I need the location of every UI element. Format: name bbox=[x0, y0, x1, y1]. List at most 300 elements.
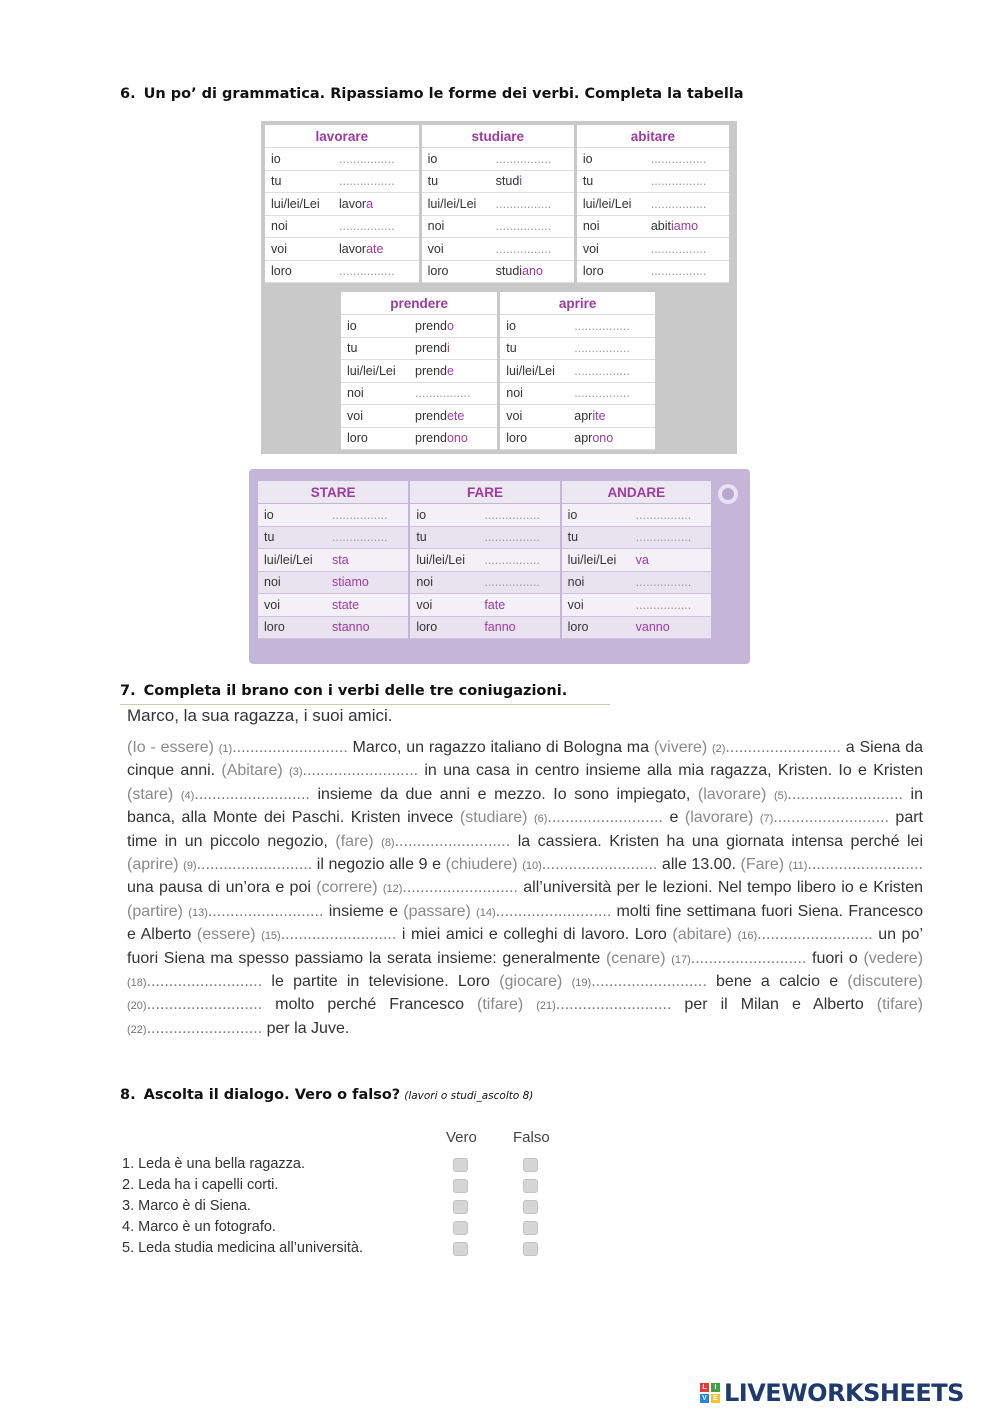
answer-gap[interactable]: .......................... bbox=[555, 996, 672, 1014]
conjugation-cell[interactable] bbox=[409, 504, 560, 527]
gap-number: (19) bbox=[571, 977, 592, 990]
pronoun: voi bbox=[264, 597, 280, 612]
answer-blank[interactable]: ................ bbox=[574, 341, 630, 356]
verb-stem: abit bbox=[650, 219, 671, 234]
pronoun: noi bbox=[506, 386, 523, 401]
verb-prompt: (aprire) bbox=[127, 856, 179, 874]
answer-gap[interactable]: .......................... bbox=[787, 785, 903, 803]
conjugation-cell[interactable] bbox=[575, 260, 730, 283]
conjugation-row bbox=[258, 549, 712, 572]
verb-stem: apr bbox=[574, 408, 593, 423]
answer-blank[interactable]: ................ bbox=[339, 264, 395, 279]
gap-number: (10) bbox=[522, 860, 542, 873]
answer-gap[interactable]: .......................... bbox=[773, 809, 889, 827]
verb-prompt: (abitare) bbox=[672, 926, 732, 944]
answer-blank[interactable]: ................ bbox=[574, 318, 630, 333]
gap-number: (15) bbox=[261, 930, 281, 943]
conjugation-cell[interactable] bbox=[561, 594, 712, 617]
answer-gap[interactable]: .......................... bbox=[207, 902, 324, 920]
verb-column-header: ANDARE bbox=[561, 481, 712, 504]
verb-stem: prend bbox=[415, 363, 447, 378]
answer-gap[interactable]: .......................... bbox=[547, 809, 663, 827]
pronoun: tu bbox=[416, 530, 427, 545]
verb-ending: ate bbox=[366, 241, 384, 256]
verb-stem: stud bbox=[495, 174, 520, 189]
verb-column-header: studiare bbox=[420, 125, 575, 148]
answer-gap[interactable]: .......................... bbox=[302, 762, 419, 780]
gap-number: (22) bbox=[127, 1023, 147, 1036]
false-checkbox[interactable] bbox=[523, 1158, 538, 1172]
verb-ending: ono bbox=[592, 431, 614, 446]
pronoun: tu bbox=[347, 341, 358, 356]
answer-blank[interactable]: ................ bbox=[484, 552, 540, 567]
conjugation-row bbox=[258, 526, 712, 549]
verb-column-header: STARE bbox=[258, 481, 409, 504]
pronoun: lui/lei/Lei bbox=[271, 196, 320, 211]
answer-gap[interactable]: .......................... bbox=[591, 973, 707, 991]
gap-number: (2) bbox=[711, 743, 726, 755]
gap-number: (12) bbox=[382, 883, 403, 896]
answer-gap[interactable]: .......................... bbox=[194, 785, 310, 803]
answer-blank[interactable]: ................ bbox=[332, 530, 388, 545]
answer-gap[interactable]: .......................... bbox=[394, 832, 511, 850]
gap-number: (17) bbox=[671, 953, 691, 966]
conjugation-cell[interactable] bbox=[499, 360, 657, 383]
pronoun: io bbox=[271, 151, 281, 166]
passage-text: in banca, alla Monte dei Paschi. Kristen invece bbox=[127, 785, 924, 827]
pronoun: tu bbox=[567, 530, 579, 545]
verb-prompt: (vedere) bbox=[863, 949, 924, 967]
statement-item: 1. Leda è una bella ragazza. bbox=[122, 1156, 305, 1172]
conjugation-cell[interactable] bbox=[265, 170, 420, 193]
answer-gap[interactable]: .......................... bbox=[690, 949, 807, 967]
conjugation-cell bbox=[341, 337, 499, 360]
answer-blank[interactable]: ................ bbox=[650, 196, 707, 211]
verb-stem: lavor bbox=[339, 241, 367, 256]
answer-blank[interactable]: ................ bbox=[574, 386, 630, 401]
passage-text: insieme e bbox=[323, 902, 404, 920]
false-checkbox[interactable] bbox=[523, 1221, 538, 1235]
gap-number: (13) bbox=[188, 906, 208, 919]
verb-prompt: (stare) bbox=[127, 785, 174, 803]
passage-text: per la Juve. bbox=[262, 1019, 350, 1037]
logo-letter: I bbox=[711, 1383, 720, 1392]
answer-gap[interactable]: .......................... bbox=[541, 856, 658, 874]
answer-gap[interactable]: .......................... bbox=[402, 879, 518, 897]
logo-mark-icon bbox=[700, 1383, 720, 1403]
conjugation-cell bbox=[265, 193, 420, 216]
passage-text: e bbox=[662, 809, 685, 827]
pronoun: loro bbox=[271, 264, 292, 279]
passage-text: il negozio alle 9 e bbox=[312, 856, 446, 874]
exercise-7-title: Completa il brano con i verbi delle tre coniugazioni. bbox=[143, 683, 568, 699]
statement-item: 5. Leda studia medicina all’università. bbox=[122, 1240, 363, 1256]
passage-text: molto perché Francesco bbox=[262, 996, 477, 1014]
answer-blank[interactable]: ................ bbox=[635, 597, 692, 612]
conjugation-cell[interactable] bbox=[575, 170, 730, 193]
verb-ending: i bbox=[446, 341, 450, 356]
passage-title: Marco, la sua ragazza, i suoi amici. bbox=[127, 706, 393, 725]
passage-text: una pausa di un’ora e poi bbox=[127, 879, 317, 897]
conjugation-cell[interactable] bbox=[575, 238, 730, 261]
liveworksheets-logo bbox=[700, 1378, 964, 1408]
answer-gap[interactable]: .......................... bbox=[495, 902, 612, 920]
pronoun: voi bbox=[567, 597, 584, 612]
conjugation-cell bbox=[341, 360, 499, 383]
conjugation-cell[interactable] bbox=[341, 382, 499, 405]
verb-prompt: (partire) bbox=[127, 902, 184, 920]
pronoun: tu bbox=[264, 530, 275, 545]
conjugation-cell bbox=[420, 260, 575, 283]
conjugation-row bbox=[341, 337, 657, 360]
pronoun: loro bbox=[506, 431, 528, 446]
conjugation-row bbox=[258, 504, 712, 527]
conjugation-row bbox=[265, 193, 731, 216]
pronoun: noi bbox=[416, 575, 434, 590]
pronoun: noi bbox=[582, 219, 600, 234]
conjugation-row bbox=[341, 382, 657, 405]
pronoun: tu bbox=[506, 341, 517, 356]
logo-letter: E bbox=[711, 1394, 720, 1403]
answer-gap[interactable]: .......................... bbox=[146, 996, 263, 1014]
passage-text: un po’ fuori Siena ma spesso passiamo la serata insieme: generalmente bbox=[127, 926, 924, 967]
conjugation-cell[interactable] bbox=[561, 526, 712, 549]
pronoun: voi bbox=[427, 241, 444, 256]
gap-number: (21) bbox=[536, 1000, 556, 1013]
answer-gap[interactable]: .......................... bbox=[146, 1019, 263, 1037]
verb-stem: lavor bbox=[339, 196, 367, 211]
gap-number: (6) bbox=[533, 813, 548, 826]
verb-prompt: (tifare) bbox=[876, 996, 923, 1014]
conjugation-row bbox=[265, 260, 731, 283]
pronoun: noi bbox=[427, 219, 445, 234]
gear-icon bbox=[718, 484, 738, 504]
passage-text: la cassiera. Kristen ha una giornata intensa perché lei bbox=[510, 832, 923, 850]
pronoun: loro bbox=[264, 620, 285, 635]
gap-number: (11) bbox=[788, 860, 808, 873]
answer-blank[interactable]: ................ bbox=[650, 151, 707, 166]
answer-gap[interactable]: .......................... bbox=[232, 739, 348, 756]
answer-gap[interactable]: .......................... bbox=[757, 926, 873, 944]
conjugation-cell[interactable] bbox=[499, 337, 657, 360]
pronoun: voi bbox=[271, 241, 287, 256]
conjugation-row bbox=[265, 170, 731, 193]
answer-gap[interactable]: .......................... bbox=[280, 926, 397, 944]
verb-column-header: lavorare bbox=[265, 125, 420, 148]
pronoun: noi bbox=[264, 575, 281, 590]
answer-blank[interactable]: ................ bbox=[332, 507, 388, 522]
conjugation-cell[interactable] bbox=[409, 571, 560, 594]
pronoun: io bbox=[427, 151, 438, 166]
answer-blank[interactable]: ................ bbox=[339, 151, 395, 166]
answer-blank[interactable]: ................ bbox=[635, 575, 692, 590]
answer-gap[interactable]: .......................... bbox=[196, 856, 313, 874]
conjugation-row bbox=[341, 360, 657, 383]
conjugation-cell bbox=[499, 427, 657, 450]
answer-blank[interactable]: ................ bbox=[339, 219, 395, 234]
verb-ending: iamo bbox=[670, 219, 699, 234]
verb-stem: prend bbox=[415, 408, 447, 423]
passage-text: per il Milan e Alberto bbox=[671, 996, 877, 1014]
true-column-header: Vero bbox=[446, 1129, 477, 1146]
conjugation-cell bbox=[575, 215, 730, 238]
conjugation-cell[interactable] bbox=[258, 526, 409, 549]
passage-text: a Siena da cinque anni. bbox=[127, 739, 923, 780]
answer-blank[interactable]: ................ bbox=[574, 363, 630, 378]
verb-ending: va bbox=[635, 552, 649, 567]
verb-ending: e bbox=[446, 363, 454, 378]
verb-ending: stiamo bbox=[332, 575, 369, 590]
false-checkbox[interactable] bbox=[523, 1242, 538, 1256]
pronoun: noi bbox=[271, 219, 288, 234]
verb-prompt: (Abitare) bbox=[221, 762, 283, 780]
conjugation-cell[interactable] bbox=[409, 526, 560, 549]
answer-blank[interactable]: ................ bbox=[495, 151, 552, 166]
verb-ending: fanno bbox=[484, 620, 516, 635]
true-checkbox[interactable] bbox=[453, 1221, 468, 1235]
verb-ending: vanno bbox=[635, 620, 670, 635]
pronoun: voi bbox=[506, 408, 523, 423]
pronoun: io bbox=[506, 318, 516, 333]
conjugation-cell[interactable] bbox=[265, 148, 420, 171]
answer-blank[interactable]: ................ bbox=[650, 174, 707, 189]
conjugation-cell[interactable] bbox=[258, 504, 409, 527]
exercise-6-title: Un po’ di grammatica. Ripassiamo le forme dei verbi. Completa la tabella bbox=[143, 86, 744, 102]
statement-item: 3. Marco è di Siena. bbox=[122, 1198, 251, 1214]
answer-blank[interactable]: ................ bbox=[495, 241, 552, 256]
answer-blank[interactable]: ................ bbox=[650, 264, 707, 279]
verb-table-irregular bbox=[258, 481, 713, 639]
divider bbox=[120, 704, 610, 705]
cloze-passage bbox=[127, 737, 923, 1041]
statement-item: 4. Marco è un fotografo. bbox=[122, 1219, 276, 1235]
verb-ending: stanno bbox=[332, 620, 370, 635]
conjugation-cell[interactable] bbox=[420, 193, 575, 216]
verb-stem: prend bbox=[415, 318, 447, 333]
conjugation-row bbox=[265, 148, 731, 171]
conjugation-row bbox=[258, 594, 712, 617]
false-checkbox[interactable] bbox=[523, 1200, 538, 1214]
answer-blank[interactable]: ................ bbox=[415, 386, 471, 401]
logo-letter: V bbox=[700, 1394, 709, 1403]
gap-number: (16) bbox=[737, 930, 758, 943]
pronoun: io bbox=[347, 318, 357, 333]
verb-prompt: (passare) bbox=[403, 902, 471, 920]
conjugation-cell[interactable] bbox=[420, 238, 575, 261]
verb-prompt: (studiare) bbox=[459, 809, 528, 827]
gap-number: (20) bbox=[127, 1000, 147, 1013]
conjugation-cell[interactable] bbox=[561, 571, 712, 594]
verb-column-header: prendere bbox=[341, 292, 499, 315]
true-checkbox[interactable] bbox=[453, 1242, 468, 1256]
verb-ending: ete bbox=[446, 408, 465, 423]
conjugation-cell bbox=[409, 594, 560, 617]
pronoun: lui/lei/Lei bbox=[427, 196, 477, 211]
answer-blank[interactable]: ................ bbox=[635, 530, 692, 545]
answer-gap[interactable]: .......................... bbox=[146, 973, 263, 991]
answer-blank[interactable]: ................ bbox=[484, 530, 540, 545]
passage-text: insieme da due anni e mezzo. Io sono impiegato, bbox=[309, 785, 698, 803]
passage-text: le partite in televisione. Loro bbox=[262, 973, 500, 991]
passage-text: molti fine settimana fuori Siena. Francesco e Alberto bbox=[127, 902, 924, 944]
conjugation-cell bbox=[409, 616, 560, 639]
gap-number: (4) bbox=[180, 789, 195, 802]
passage-text: fuori o bbox=[806, 949, 864, 967]
verb-ending: fate bbox=[484, 597, 506, 612]
gap-number: (7) bbox=[759, 813, 774, 826]
pronoun: lui/lei/Lei bbox=[506, 363, 555, 378]
false-column-header: Falso bbox=[513, 1129, 550, 1146]
exercise-6-heading: 6. Un po’ di grammatica. Ripassiamo le forme dei verbi. Completa la tabella bbox=[120, 86, 744, 102]
verb-prompt: (lavorare) bbox=[684, 809, 754, 827]
conjugation-row bbox=[258, 571, 712, 594]
answer-gap[interactable]: .......................... bbox=[807, 856, 923, 874]
verb-column-header: aprire bbox=[499, 292, 657, 315]
pronoun: tu bbox=[271, 174, 282, 189]
pronoun: loro bbox=[582, 264, 604, 279]
pronoun: tu bbox=[582, 174, 594, 189]
pronoun: lui/lei/Lei bbox=[567, 552, 617, 567]
pronoun: loro bbox=[427, 264, 449, 279]
pronoun: lui/lei/Lei bbox=[264, 552, 313, 567]
passage-text: bene a calcio e bbox=[706, 973, 848, 991]
passage-text: alle 13.00. bbox=[657, 856, 741, 874]
logo-text: LIVEWORKSHEETS bbox=[724, 1379, 964, 1407]
verb-stem: apr bbox=[574, 431, 593, 446]
verb-ending: ite bbox=[592, 408, 606, 423]
verb-stem: prend bbox=[415, 431, 447, 446]
conjugation-cell[interactable] bbox=[420, 215, 575, 238]
conjugation-cell[interactable] bbox=[575, 148, 730, 171]
pronoun: io bbox=[264, 507, 274, 522]
pronoun: noi bbox=[347, 386, 364, 401]
answer-blank[interactable]: ................ bbox=[495, 196, 552, 211]
verb-stem: studi bbox=[495, 264, 523, 279]
conjugation-cell bbox=[258, 549, 409, 572]
conjugation-cell[interactable] bbox=[561, 504, 712, 527]
pronoun: voi bbox=[582, 241, 599, 256]
verb-ending: state bbox=[332, 597, 360, 612]
pronoun: io bbox=[567, 507, 578, 522]
true-checkbox[interactable] bbox=[453, 1200, 468, 1214]
conjugation-row bbox=[341, 315, 657, 338]
conjugation-row bbox=[258, 616, 712, 639]
verb-ending: ano bbox=[522, 264, 543, 279]
gap-number: (5) bbox=[773, 789, 788, 802]
verb-prompt: (discutere) bbox=[847, 973, 923, 991]
passage-text: part time in un piccolo negozio, bbox=[127, 809, 924, 850]
gap-number: (18) bbox=[127, 977, 147, 990]
pronoun: loro bbox=[416, 620, 438, 635]
conjugation-cell bbox=[258, 616, 409, 639]
verb-prompt: (chiudere) bbox=[445, 856, 518, 874]
answer-gap[interactable]: .......................... bbox=[725, 739, 841, 756]
verb-prompt: (essere) bbox=[196, 926, 256, 944]
conjugation-cell bbox=[499, 405, 657, 428]
pronoun: lui/lei/Lei bbox=[347, 363, 396, 378]
true-checkbox[interactable] bbox=[453, 1179, 468, 1193]
pronoun: lui/lei/Lei bbox=[582, 196, 632, 211]
gap-number: (8) bbox=[381, 836, 395, 849]
answer-blank[interactable]: ................ bbox=[484, 575, 540, 590]
conjugation-cell bbox=[258, 594, 409, 617]
pronoun: voi bbox=[347, 408, 363, 423]
verb-prompt: (giocare) bbox=[499, 973, 563, 991]
exercise-7-heading: 7. Completa il brano con i verbi delle tre coniugazioni. bbox=[120, 683, 568, 699]
conjugation-cell[interactable] bbox=[265, 260, 420, 283]
answer-blank[interactable]: ................ bbox=[495, 219, 552, 234]
verb-prompt: (fare) bbox=[335, 832, 374, 850]
statement-item: 2. Leda ha i capelli corti. bbox=[122, 1177, 279, 1193]
verb-ending: ono bbox=[446, 431, 468, 446]
verb-prompt: (Io - essere) bbox=[127, 739, 214, 756]
pronoun: tu bbox=[427, 174, 439, 189]
verb-ending: sta bbox=[332, 552, 349, 567]
conjugation-row bbox=[341, 405, 657, 428]
false-checkbox[interactable] bbox=[523, 1179, 538, 1193]
verb-prompt: (vivere) bbox=[653, 739, 708, 756]
conjugation-row bbox=[341, 427, 657, 450]
conjugation-cell[interactable] bbox=[265, 215, 420, 238]
gap-number: (3) bbox=[289, 766, 303, 779]
verb-ending: a bbox=[366, 196, 374, 211]
pronoun: loro bbox=[567, 620, 589, 635]
conjugation-cell bbox=[341, 405, 499, 428]
verb-prompt: (cenare) bbox=[605, 949, 666, 967]
gap-number: (9) bbox=[183, 860, 197, 873]
pronoun: noi bbox=[567, 575, 585, 590]
verb-prompt: (Fare) bbox=[740, 856, 785, 874]
logo-letter: L bbox=[700, 1383, 709, 1392]
conjugation-cell bbox=[341, 315, 499, 338]
conjugation-cell bbox=[258, 571, 409, 594]
passage-text: all’università per le lezioni. Nel tempo libero io e Kristen bbox=[517, 879, 924, 897]
conjugation-cell[interactable] bbox=[420, 148, 575, 171]
conjugation-cell[interactable] bbox=[575, 193, 730, 216]
verb-prompt: (correre) bbox=[316, 879, 378, 897]
pronoun: lui/lei/Lei bbox=[416, 552, 465, 567]
conjugation-cell[interactable] bbox=[409, 549, 560, 572]
answer-blank[interactable]: ................ bbox=[635, 507, 692, 522]
verb-prompt: (tifare) bbox=[477, 996, 524, 1014]
gap-number: (14) bbox=[476, 906, 496, 919]
answer-blank[interactable]: ................ bbox=[484, 507, 540, 522]
conjugation-cell bbox=[265, 238, 420, 261]
conjugation-row bbox=[265, 215, 731, 238]
conjugation-cell[interactable] bbox=[499, 315, 657, 338]
verb-column-header: FARE bbox=[409, 481, 560, 504]
exercise-8-note: (lavori o studi_ascolto 8) bbox=[404, 1090, 534, 1102]
verb-prompt: (lavorare) bbox=[697, 785, 767, 803]
exercise-8-heading: 8. Ascolta il dialogo. Vero o falso? (lavori o studi_ascolto 8) bbox=[120, 1087, 534, 1103]
pronoun: loro bbox=[347, 431, 368, 446]
exercise-8-title: Ascolta il dialogo. Vero o falso? bbox=[143, 1087, 401, 1103]
passage-text: Marco, un ragazzo italiano di Bologna ma bbox=[347, 739, 654, 756]
verb-column-header: abitare bbox=[575, 125, 730, 148]
pronoun: voi bbox=[416, 597, 433, 612]
pronoun: io bbox=[416, 507, 427, 522]
verb-table-ere-ire bbox=[341, 292, 658, 450]
conjugation-cell[interactable] bbox=[499, 382, 657, 405]
answer-blank[interactable]: ................ bbox=[650, 241, 707, 256]
answer-blank[interactable]: ................ bbox=[339, 174, 395, 189]
true-checkbox[interactable] bbox=[453, 1158, 468, 1172]
gap-number: (1) bbox=[218, 743, 233, 755]
pronoun: io bbox=[582, 151, 593, 166]
conjugation-cell bbox=[561, 549, 712, 572]
passage-text: i miei amici e colleghi di lavoro. Loro bbox=[396, 926, 673, 944]
verb-stem: prend bbox=[415, 341, 447, 356]
